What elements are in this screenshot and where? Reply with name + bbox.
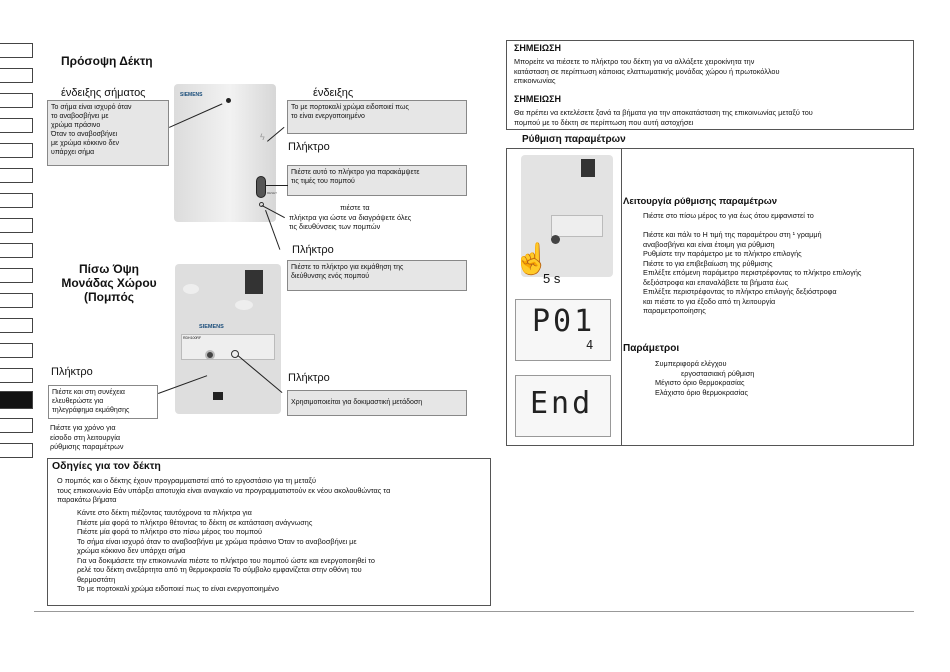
indication-callout: Το με πορτοκαλί χρώμα ειδοποιεί πως το είναι ενεργοποιημένο: [287, 100, 467, 134]
tab-13[interactable]: [0, 343, 33, 358]
note2-text: Θα πρέπει να εκτελέσετε ξανά τα βήματα για την αποκατάσταση της επικοινωνίας μεταξύ του πομπού με το δέκτη σε περίπτωση που αυτή αστοχήσει: [514, 108, 813, 127]
key1-note: πιέστε τα πλήκτρα για ώστε να διαγράψετε όλες τις διευθύνσεις των πομπών: [289, 203, 412, 231]
tab-8[interactable]: [0, 218, 33, 233]
instructions-box: [47, 458, 491, 606]
note1-text: Μπορείτε να πιέσετε το πλήκτρο του δέκτη για να αλλάξετε χειροκίνητα την κατάσταση σε περίπτωση κάποιας ελαττωματικής μονάδας χώρου ή πρωτοκόλλου επικοινωνίας: [514, 57, 780, 85]
note2-title: ΣΗΜΕΙΩΣΗ: [514, 94, 562, 104]
label-key1: Πλήκτρο: [288, 141, 330, 153]
label-key4: Πλήκτρο: [288, 372, 330, 384]
tab-6[interactable]: [0, 168, 33, 183]
tab-1[interactable]: [0, 43, 33, 58]
key4-callout: Χρησιμοποιείται για δοκιμαστική μετάδοση: [287, 390, 467, 416]
label-indication: ένδειξης: [313, 87, 354, 99]
tab-3[interactable]: [0, 93, 33, 108]
tab-9[interactable]: [0, 243, 33, 258]
hand-pointer-icon: ☝: [513, 243, 551, 276]
connector-slot: [213, 392, 223, 400]
battery-slot: [245, 270, 263, 294]
label-signal: ένδειξης σήματος: [61, 87, 146, 99]
lcd-p01: P01 4: [515, 299, 611, 361]
tab-17[interactable]: [0, 443, 33, 458]
instructions-steps: Κάντε στο δέκτη πιέζοντας ταυτόχρονα τα πλήκτρα για Πιέστε μία φορά το πλήκτρο θέτοντας το δέκτη σε κατάσταση ανάγνωσης Πιέστε μία φορά το πλήκτρο στο πίσω μέρος του πομπού Το σήμα είναι ισχυρό όταν το αναβοσβήνει με χρώμα πράσινο Όταν το αναβοσβήνει με χρώμα κόκκινο δεν υπάρχει σήμα Για να δοκιμάσετε την επικοινωνία πιέστε το πλήκτρο του πομπού ώστε και ενεργοποιηθεί το ρελέ του δέκτη ανεξάρτητα από τη θερμοκρασία Το σύμβολο εμφανίζεται στην οθόνη του θερμοστάτη Το με πορτοκαλί χρώμα ειδοποιεί πως το είναι ενεργοποιημένο: [77, 508, 375, 593]
tab-11[interactable]: [0, 293, 33, 308]
params-title: Παράμετροι: [623, 343, 680, 354]
label-key3: Πλήκτρο: [51, 366, 93, 378]
key3-note: Πιέστε για χρόνο για είσοδο στη λειτουργία ρύθμισης παραμέτρων: [50, 423, 124, 451]
tab-2[interactable]: [0, 68, 33, 83]
mode-title: Λειτουργία ρύθμισης παραμέτρων: [623, 196, 778, 207]
tab-10[interactable]: [0, 268, 33, 283]
tab-4[interactable]: [0, 118, 33, 133]
param-title: Ρύθμιση παραμέτρων: [522, 134, 626, 145]
tab-12[interactable]: [0, 318, 33, 333]
receiver-brand: SIEMENS: [180, 92, 203, 98]
signal-callout: Το σήμα είναι ισχυρό όταν το αναβοσβήνει με χρώμα πράσινο Όταν το αναβοσβήνει με χρώμα κόκκινο δεν υπάρχει σήμα: [47, 100, 169, 166]
notes-box: [506, 40, 914, 130]
tab-15-active[interactable]: [0, 391, 33, 409]
flame-symbol-icon: ϟ: [260, 132, 265, 142]
signal-led: [226, 98, 231, 103]
press-time: 5 s: [543, 271, 561, 286]
leader-line-key1: [266, 185, 288, 186]
override-key[interactable]: [256, 176, 266, 198]
tab-7[interactable]: [0, 193, 33, 208]
label-key2: Πλήκτρο: [292, 244, 334, 256]
key3-callout: Πιέστε και στη συνέχεια ελευθερώστε για τηλεγράφημα εκμάθησης: [48, 385, 158, 419]
learn-button[interactable]: [205, 350, 215, 360]
params-list: Συμπεριφορά ελέγχου εργοστασιακή ρύθμιση Μέγιστο όριο θερμοκρασίας Ελάχιστο όριο θερμοκρασίας: [655, 359, 755, 397]
lcd-end: End: [515, 375, 611, 437]
receiver-front-image: SIEMENS ϟ RESET: [174, 84, 276, 222]
front-title: Πρόσοψη Δέκτη: [61, 54, 153, 68]
tab-16[interactable]: [0, 418, 33, 433]
param-divider: [621, 149, 622, 445]
tab-5[interactable]: [0, 143, 33, 158]
tab-14[interactable]: [0, 368, 33, 383]
note1-title: ΣΗΜΕΙΩΣΗ: [514, 43, 562, 53]
key1-callout: Πιέστε αυτό το πλήκτρο για παρακάμψετε τις τιμές του πομπού: [287, 165, 467, 196]
param-box: [506, 148, 914, 446]
param-learn-button[interactable]: [551, 235, 560, 244]
back-brand: SIEMENS: [199, 324, 224, 330]
instructions-title: Οδηγίες για τον δέκτη: [52, 460, 161, 472]
rating-label: RDH100RF: [181, 334, 275, 360]
instructions-intro: Ο πομπός και ο δέκτης έχουν προγραμματιστεί από το εργοστάσιο για τη μεταξύ τους επικοινωνία Εάν υπάρξει αποτυχία είναι αναγκαίο να προγραμματιστούν εκ νέου ακολουθώντας τα παρακάτω βήματα: [57, 476, 391, 504]
mode-steps: Πιέστε στο πίσω μέρος το για έως ότου εμφανιστεί το Πιέστε και πάλι το Η τιμή της παραμέτρου στη ¹ γραμμή αναβοσβήνει και είναι έτοιμη για ρύθμιση Ρυθμίστε την παράμετρο με το πλήκτρο επιλογής Πιέστε το για επιβεβαίωση της ρύθμισης Επιλέξτε επόμενη παράμετρο περιστρέφοντας το πλήκτρο επιλογής δεξιόστροφα και επαναλάβετε τα βήματα έως Επιλέξτε περιστρέφοντας το πλήκτρο επιλογής δεξιόστροφα και πιέστε το για έξοδο από τη λειτουργία παραμετροποίησης: [643, 211, 862, 315]
transmitter-back-image: [175, 264, 281, 414]
key2-callout: Πιέστε το πλήκτρο για εκμάθηση της διεύθυνσης ενός πομπού: [287, 260, 467, 291]
footer-rule: [34, 611, 914, 612]
back-title: Πίσω Όψη Μονάδας Χώρου (Πομπός: [61, 262, 157, 304]
